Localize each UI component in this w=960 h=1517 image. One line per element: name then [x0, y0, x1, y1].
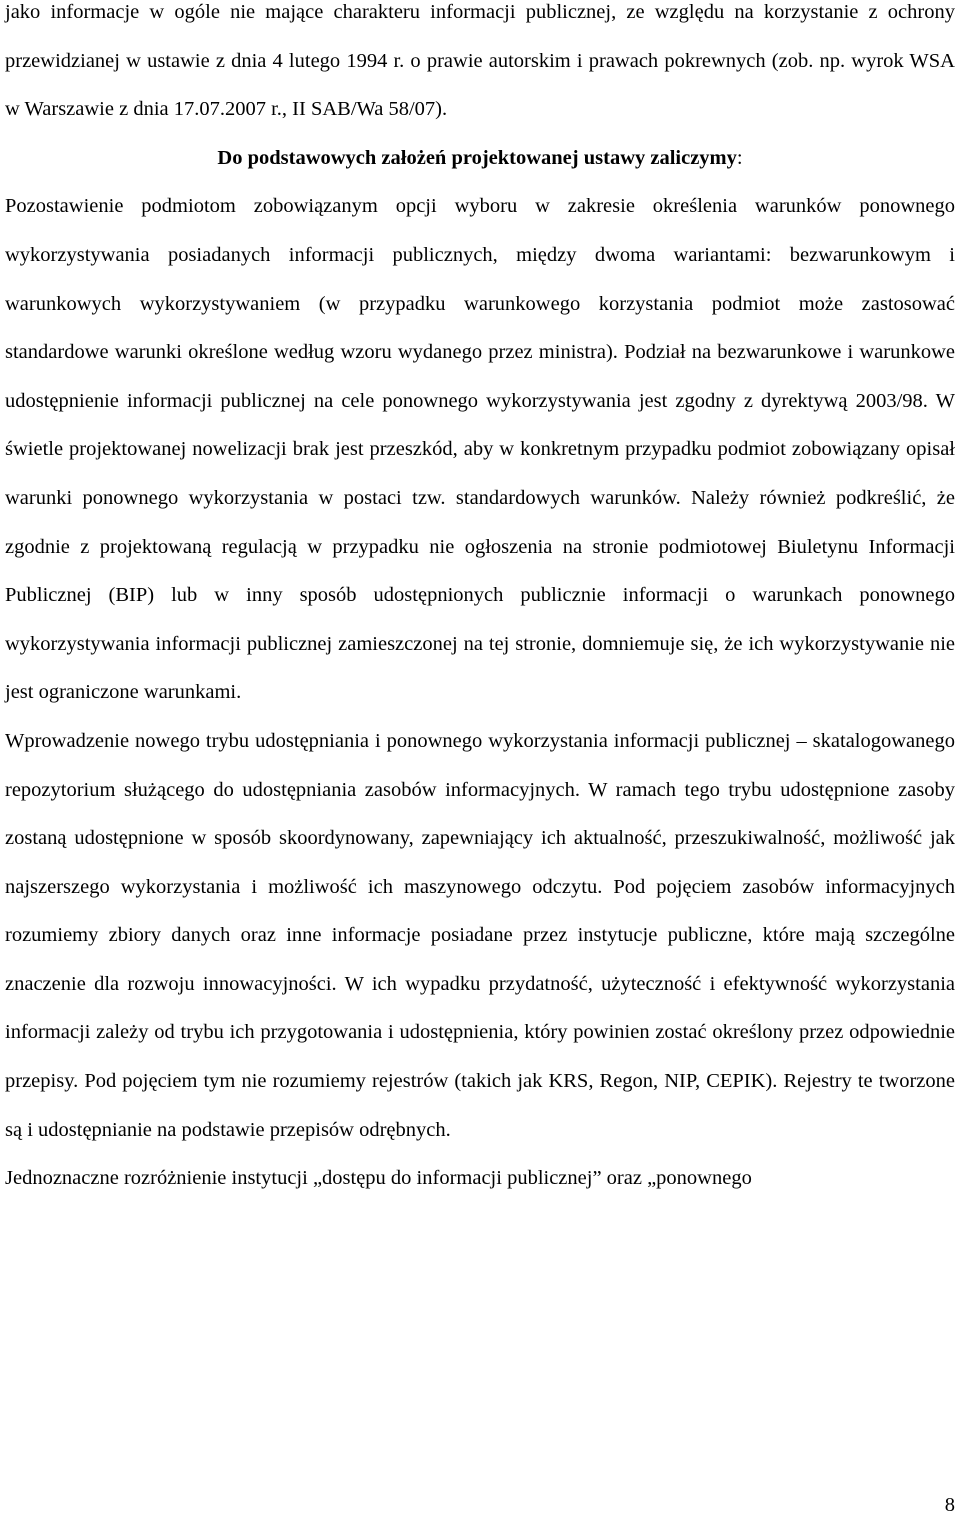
paragraph-conditions: Pozostawienie podmiotom zobowiązanym opcji wyboru w zakresie określenia warunków ponownego wykorzystywania posiadanych informacji publicznych, między dwoma wariantami: bezwarunkowym i warunkowych wykorzystywaniem (w przypadku warunkowego korzystania podmiot może zastosować standardowe warunki określone według wzoru wydanego przez ministra). Podział na bezwarunkowe i warunkowe udostępnienie informacji publicznej na cele ponownego wykorzystywania jest zgodny z dyrektywą 2003/98. W świetle projektowanej nowelizacji brak jest przeszkód, aby w konkretnym przypadku podmiot zobowiązany opisał warunki ponownego wykorzystania w postaci tzw. standardowych warunków. Należy również podkreślić, że zgodnie z projektowaną regulacją w przypadku nie ogłoszenia na stronie podmiotowej Biuletynu Informacji Publicznej (BIP) lub w inny sposób udostępnionych publicznie informacji o warunkach ponownego wykorzystywania informacji publicznej zamieszczonej na tej stronie, domniemuje się, że ich wykorzystywanie nie jest ograniczone warunkami.: [5, 195, 955, 704]
paragraph-repository: Wprowadzenie nowego trybu udostępniania i ponownego wykorzystania informacji publicznej – skatalogowanego repozytorium służącego do udostępniania zasobów informacyjnych. W ramach tego trybu udostępnione zasoby zostaną udostępnione w sposób skoordynowany, zapewniający ich aktualność, przeszukiwalność, możliwość jak najszerszego wykorzystania i możliwość ich maszynowego odczytu. Pod pojęciem zasobów informacyjnych rozumiemy zbiory danych oraz inne informacje posiadane przez instytucje publiczne, które mają szczególne znaczenie dla rozwoju innowacyjności. W ich wypadku przydatność, użyteczność i efektywność wykorzystania informacji zależy od trybu ich przygotowania i udostępnienia, który powinien zostać określony przez odpowiednie przepisy. Pod pojęciem tym nie rozumiemy rejestrów (takich jak KRS, Regon, NIP, CEPIK). Rejestry te tworzone są i udostępnianie na podstawie przepisów odrębnych.: [5, 729, 955, 1141]
section-heading-text: Do podstawowych założeń projektowanej ustawy zaliczymy: [217, 146, 737, 169]
section-heading: [5, 134, 955, 183]
section-heading-colon: :: [736, 146, 743, 169]
paragraph-distinction: Jednoznaczne rozróżnienie instytucji „dostępu do informacji publicznej” oraz „ponownego: [5, 1167, 752, 1190]
paragraph-continuation: jako informacje w ogóle nie mające charakteru informacji publicznej, ze względu na korzystanie z ochrony przewidzianej w ustawie z dnia 4 lutego 1994 r. o prawie autorskim i prawach pokrewnych (zob. np. wyrok WSA w Warszawie z dnia 17.07.2007 r., II SAB/Wa 58/07).: [5, 1, 955, 121]
document-page: [5, 0, 955, 1203]
page-number: 8: [944, 1494, 955, 1516]
